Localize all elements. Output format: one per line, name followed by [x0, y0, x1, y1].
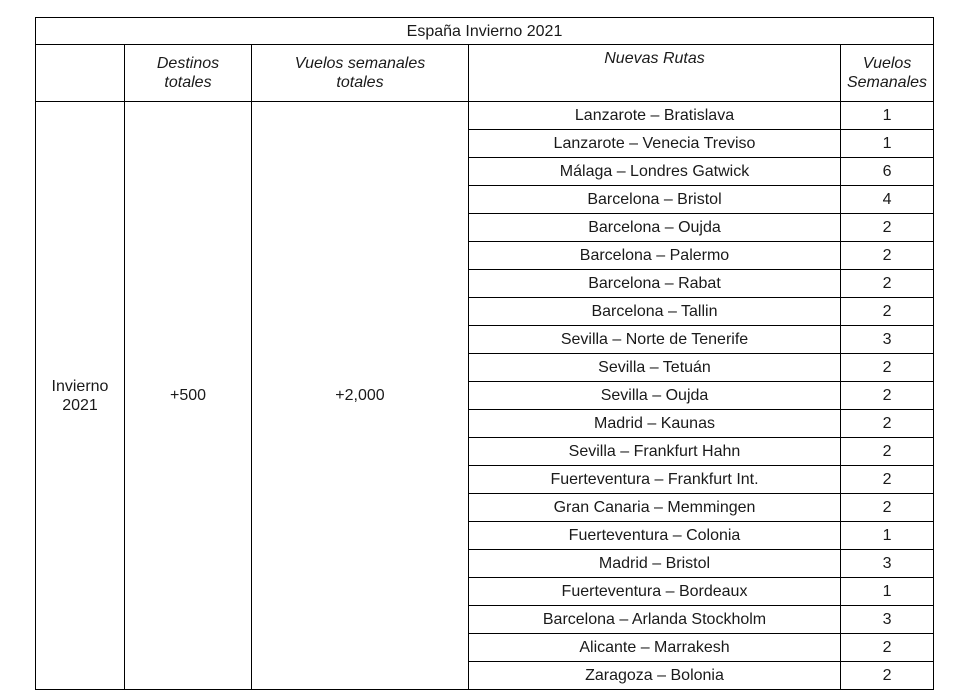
weekly-flights-cell: 2 — [841, 438, 934, 466]
header-row — [36, 45, 934, 102]
header-vuelos-totales-line2: totales — [336, 74, 384, 91]
route-cell: Barcelona – Rabat — [469, 270, 841, 298]
route-cell: Barcelona – Bristol — [469, 186, 841, 214]
weekly-flights-cell: 3 — [841, 550, 934, 578]
header-destinos — [125, 45, 252, 102]
route-cell: Lanzarote – Bratislava — [469, 102, 841, 130]
route-cell: Barcelona – Tallin — [469, 298, 841, 326]
table-row — [36, 102, 934, 130]
title-row — [36, 18, 934, 45]
weekly-flights-cell: 2 — [841, 494, 934, 522]
header-destinos-line1: Destinos — [156, 55, 220, 72]
header-destinos-line2: totales — [164, 74, 212, 91]
route-cell: Lanzarote – Venecia Treviso — [469, 130, 841, 158]
route-cell: Madrid – Bristol — [469, 550, 841, 578]
route-cell: Alicante – Marrakesh — [469, 634, 841, 662]
season-line1: Invierno — [51, 377, 109, 395]
route-cell: Barcelona – Oujda — [469, 214, 841, 242]
header-nuevas-rutas: Nuevas Rutas — [469, 45, 841, 102]
weekly-flights-cell: 1 — [841, 522, 934, 550]
route-cell: Fuerteventura – Colonia — [469, 522, 841, 550]
weekly-flights-cell: 2 — [841, 410, 934, 438]
route-cell: Zaragoza – Bolonia — [469, 662, 841, 690]
routes-table — [35, 17, 934, 690]
header-vuelos-totales-line1: Vuelos semanales — [294, 55, 426, 72]
table-title: España Invierno 2021 — [36, 18, 934, 45]
route-cell: Barcelona – Palermo — [469, 242, 841, 270]
route-cell: Sevilla – Oujda — [469, 382, 841, 410]
header-vuelos-semanales — [841, 45, 934, 102]
route-cell: Sevilla – Norte de Tenerife — [469, 326, 841, 354]
route-cell: Málaga – Londres Gatwick — [469, 158, 841, 186]
route-cell: Barcelona – Arlanda Stockholm — [469, 606, 841, 634]
weekly-flights-cell: 2 — [841, 214, 934, 242]
weekly-flights-cell: 1 — [841, 578, 934, 606]
header-empty-cell — [36, 45, 125, 102]
route-cell: Gran Canaria – Memmingen — [469, 494, 841, 522]
destinos-totales-value: +500 — [125, 102, 252, 690]
header-vuelos-semanales-line1: Vuelos — [862, 55, 912, 72]
weekly-flights-cell: 3 — [841, 326, 934, 354]
route-cell: Sevilla – Frankfurt Hahn — [469, 438, 841, 466]
weekly-flights-cell: 3 — [841, 606, 934, 634]
header-vuelos-totales — [252, 45, 469, 102]
weekly-flights-cell: 1 — [841, 130, 934, 158]
weekly-flights-cell: 6 — [841, 158, 934, 186]
weekly-flights-cell: 2 — [841, 354, 934, 382]
weekly-flights-cell: 2 — [841, 242, 934, 270]
weekly-flights-cell: 4 — [841, 186, 934, 214]
route-cell: Fuerteventura – Bordeaux — [469, 578, 841, 606]
weekly-flights-cell: 2 — [841, 662, 934, 690]
season-line2: 2021 — [62, 396, 98, 414]
route-cell: Sevilla – Tetuán — [469, 354, 841, 382]
route-cell: Fuerteventura – Frankfurt Int. — [469, 466, 841, 494]
weekly-flights-cell: 2 — [841, 382, 934, 410]
season-cell — [36, 102, 125, 690]
weekly-flights-cell: 2 — [841, 634, 934, 662]
route-cell: Madrid – Kaunas — [469, 410, 841, 438]
weekly-flights-cell: 2 — [841, 298, 934, 326]
header-vuelos-semanales-line2: Semanales — [846, 74, 928, 91]
weekly-flights-cell: 2 — [841, 270, 934, 298]
weekly-flights-cell: 2 — [841, 466, 934, 494]
vuelos-semanales-totales-value: +2,000 — [252, 102, 469, 690]
weekly-flights-cell: 1 — [841, 102, 934, 130]
